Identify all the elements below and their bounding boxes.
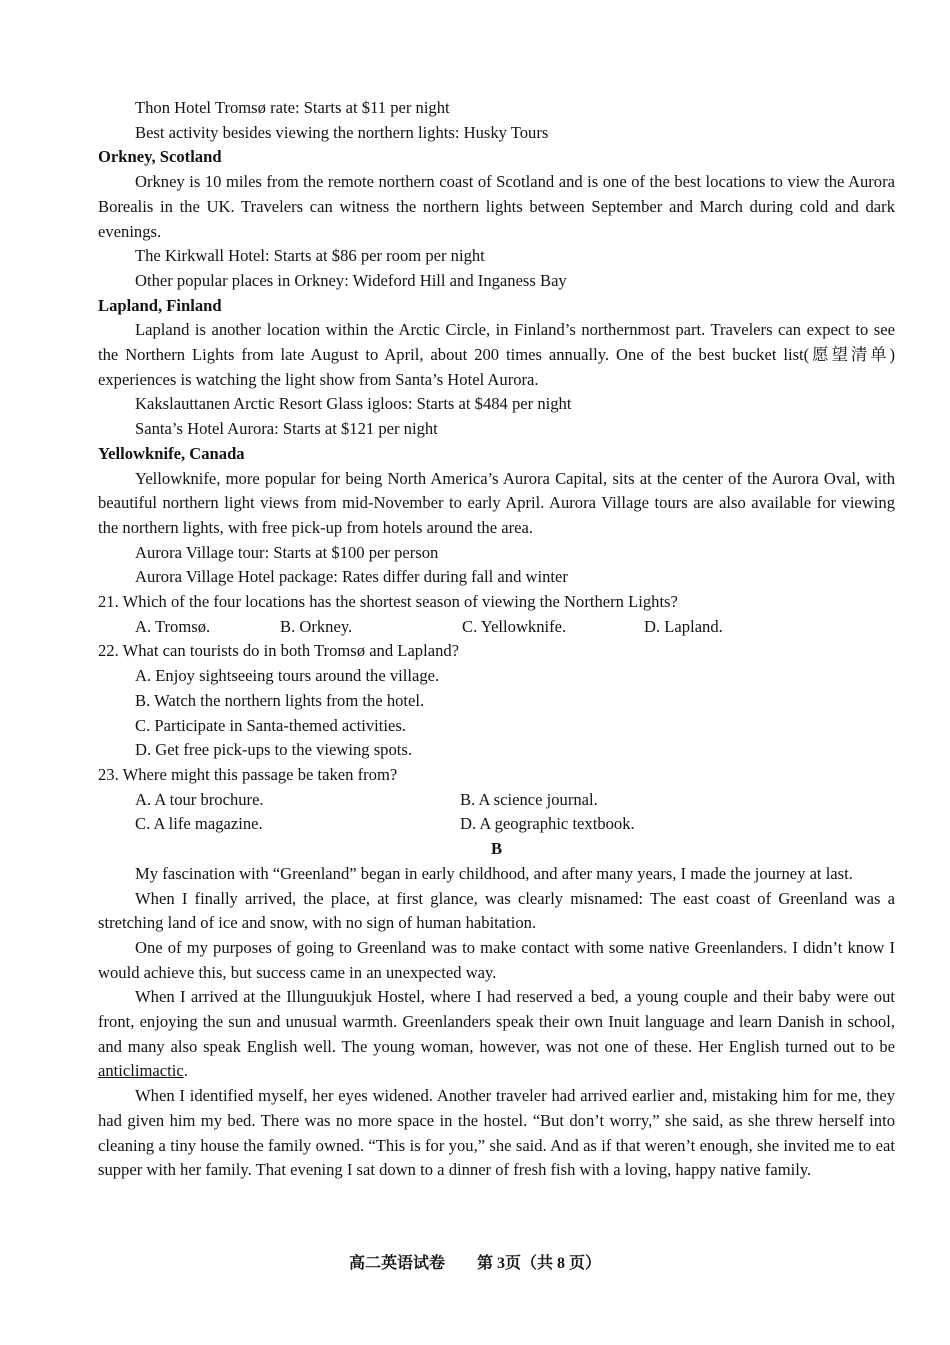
page-footer	[0, 1252, 950, 1277]
passage-b-paragraph-3: One of my purposes of going to Greenland was to make contact with some native Greenlanders. I didn’t know I would achieve this, but success came in an unexpected way.	[98, 937, 895, 982]
underlined-word-anticlimactic: anticlimactic	[98, 1061, 184, 1081]
option-c: C. A life magazine.	[135, 814, 263, 834]
orkney-heading: Orkney, Scotland	[98, 147, 222, 167]
question-23-stem: 23. Where might this passage be taken from?	[98, 764, 398, 784]
footer-exam-title: 高二英语试卷	[348, 1255, 445, 1272]
lapland-heading: Lapland, Finland	[98, 295, 222, 315]
tromso-activity: Best activity besides viewing the northern lights: Husky Tours	[135, 122, 549, 142]
option-a: A. A tour brochure.	[135, 789, 264, 809]
option-c: C. Participate in Santa-themed activities.	[135, 715, 406, 735]
exam-page	[98, 96, 895, 1183]
passage-b-paragraph-1: My fascination with “Greenland” began in early childhood, and after many years, I made the journey at last.	[135, 863, 853, 883]
question-21-stem: 21. Which of the four locations has the shortest season of viewing the Northern Lights?	[98, 592, 678, 612]
option-d: D. A geographic textbook.	[460, 814, 635, 834]
lapland-igloos: Kakslauttanen Arctic Resort Glass igloos: Starts at $484 per night	[135, 394, 572, 414]
passage-b-paragraph-2: When I finally arrived, the place, at first glance, was clearly misnamed: The east coast of Greenland was a stretching land of ice and snow, with no sign of human habitation.	[98, 888, 895, 933]
paragraph-4-period: .	[183, 1061, 188, 1081]
orkney-body: Orkney is 10 miles from the remote northern coast of Scotland and is one of the best locations to view the Aurora Borealis in the UK. Travelers can witness the northern lights between September and March during cold and dark evenings.	[98, 172, 895, 241]
option-d: D. Get free pick-ups to the viewing spots.	[135, 740, 412, 760]
question-22-stem: 22. What can tourists do in both Tromsø and Lapland?	[98, 641, 460, 661]
paragraph-4-text: When I arrived at the Illunguukjuk Hostel, where I had reserved a bed, a young couple and their baby were out front, enjoying the sun and unusual warmth. Greenlanders speak their own Inuit language and learn Danish in school, and many also speak English well. The young woman, however, was not one of these. Her English turned out to be	[98, 987, 895, 1056]
question-23-options-row1	[98, 788, 895, 813]
option-b: B. Orkney.	[280, 616, 353, 636]
option-d: D. Lapland.	[644, 616, 723, 636]
yellowknife-heading: Yellowknife, Canada	[98, 443, 245, 463]
option-b: B. A science journal.	[460, 789, 598, 809]
question-23-options-row2	[98, 812, 895, 837]
yellowknife-package: Aurora Village Hotel package: Rates differ during fall and winter	[135, 567, 568, 587]
option-b: B. Watch the northern lights from the hotel.	[135, 690, 425, 710]
passage-b-paragraph-4	[98, 985, 895, 1084]
yellowknife-body: Yellowknife, more popular for being North America’s Aurora Capital, sits at the center of the Aurora Oval, with beautiful northern light views from mid-November to early April. Aurora Village tours are also available for viewing the northern lights, with free pick-up from hotels around the area.	[98, 468, 895, 537]
yellowknife-tour: Aurora Village tour: Starts at $100 per person	[135, 542, 439, 562]
orkney-places: Other popular places in Orkney: Wideford Hill and Inganess Bay	[135, 270, 567, 290]
lapland-body: Lapland is another location within the Arctic Circle, in Finland’s northernmost part. Travelers can expect to see the Northern Lights from late August to April, about 200 times annually. One of the best bucket list(愿望清单) experiences is watching the light show from Santa’s Hotel Aurora.	[98, 320, 895, 389]
passage-b-paragraph-5: When I identified myself, her eyes widened. Another traveler had arrived earlier and, mistaking him for me, they had given him my bed. There was no more space in the hostel. “But don’t worry,” she said, as she threw herself into cleaning a tiny house the family owned. “This is for you,” she said. And as if that weren’t enough, she invited me to eat supper with her family. That evening I sat down to a dinner of fresh fish with a loving, happy native family.	[98, 1086, 895, 1180]
tromso-hotel-rate: Thon Hotel Tromsø rate: Starts at $11 per night	[135, 98, 450, 117]
orkney-hotel: The Kirkwall Hotel: Starts at $86 per room per night	[135, 246, 485, 266]
section-b-label: B	[490, 839, 503, 859]
question-21-options	[98, 615, 895, 640]
option-a: A. Enjoy sightseeing tours around the village.	[135, 666, 440, 686]
option-a: A. Tromsø.	[135, 616, 211, 636]
footer-page-number: 第 3页（共 8 页）	[477, 1255, 602, 1272]
option-c: C. Yellowknife.	[462, 616, 567, 636]
lapland-hotel: Santa’s Hotel Aurora: Starts at $121 per night	[135, 419, 438, 439]
